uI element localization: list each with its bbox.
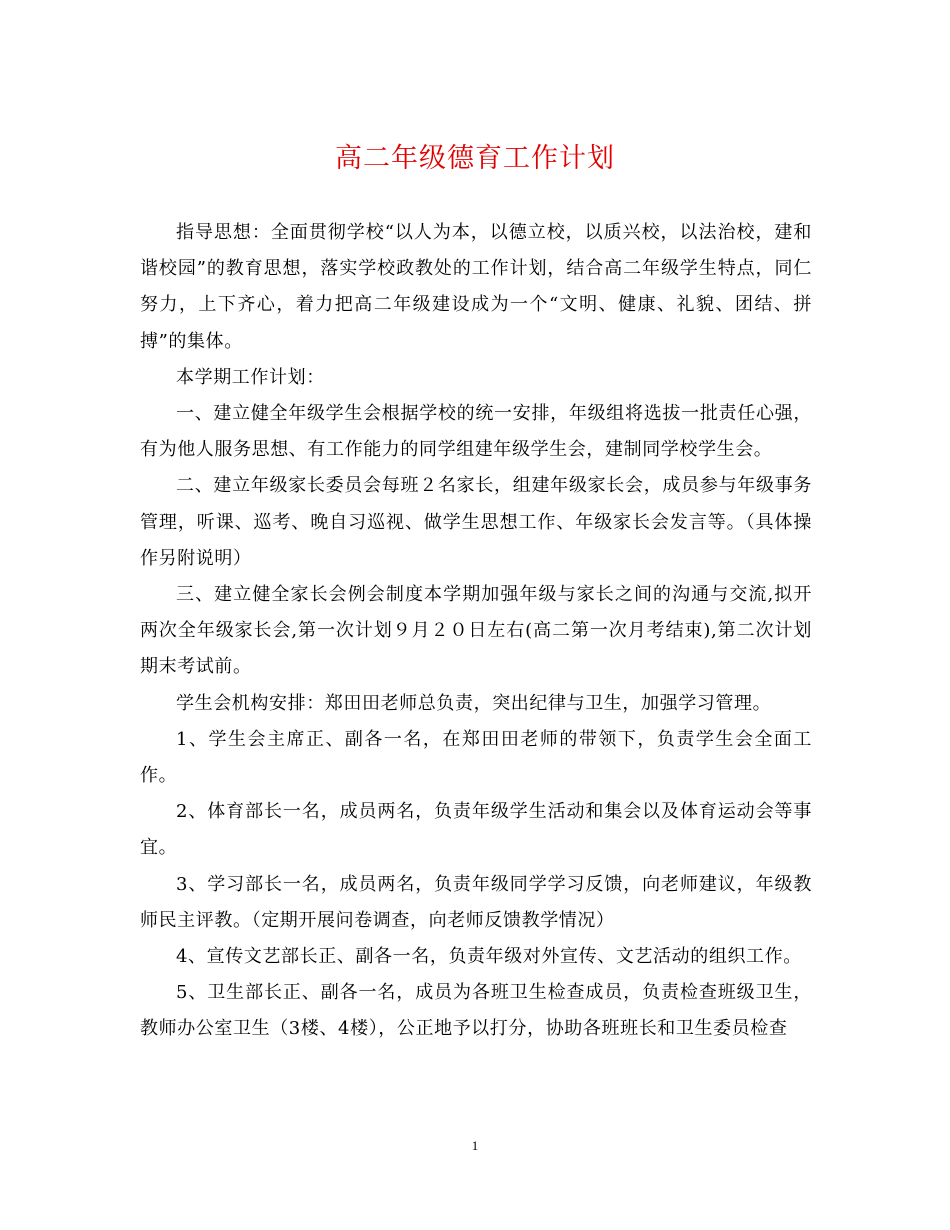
document-title: 高二年级德育工作计划 xyxy=(335,143,615,174)
paragraph-plan-item-1: 一、建立健全年级学生会根据学校的统一安排，年级组将选拔一批责任心强，有为他人服务思想、有工作能力的同学组建年级学生会，建制同学校学生会。 xyxy=(140,403,812,461)
paragraph-union-item-2: 2、体育部长一名，成员两名，负责年级学生活动和集会以及体育运动会等事宜。 xyxy=(140,801,812,859)
paragraph-semester-plan-heading: 本学期工作计划： xyxy=(176,366,325,388)
paragraph-union-item-1: 1、学生会主席正、副各一名，在郑田田老师的带领下，负责学生会全面工作。 xyxy=(140,728,812,787)
paragraph-plan-item-3: 三、建立健全家长会例会制度本学期加强年级与家长之间的沟通与交流,拟开两次全年级家长会,第一次计划９月２０日左右(高二第一次月考结束),第二次计划期末考试前。 xyxy=(140,584,812,678)
page-number: 1 xyxy=(471,1138,479,1153)
paragraph-plan-item-2: 二、建立年级家长委员会每班２名家长，组建年级家长会，成员参与年级事务管理，听课、巡考、晚自习巡视、做学生思想工作、年级家长会发言等。（具体操作另附说明） xyxy=(140,475,812,569)
paragraph-union-item-4: 4、宣传文艺部长正、副各一名，负责年级对外宣传、文艺活动的组织工作。 xyxy=(176,946,802,968)
paragraph-guiding-ideology: 指导思想：全面贯彻学校“以人为本，以德立校，以质兴校，以法治校，建和谐校园”的教育思想，落实学校政教处的工作计划，结合高二年级学生特点，同仁努力，上下齐心，着力把高二年级建设成为一个“文明、健康、礼貌、团结、拼搏”的集体。 xyxy=(140,222,812,352)
paragraph-union-item-3: 3、学习部长一名，成员两名，负责年级同学学习反馈，向老师建议，年级教师民主评教。（定期开展问卷调查，向老师反馈教学情况） xyxy=(140,873,812,931)
paragraph-student-union-arrangement: 学生会机构安排：郑田田老师总负责，突出纪律与卫生，加强学习管理。 xyxy=(176,692,772,714)
paragraph-union-item-5: 5、卫生部长正、副各一名，成员为各班卫生检查成员，负责检查班级卫生，教师办公室卫生（3楼、4楼），公正地予以打分，协助各班班长和卫生委员检查 xyxy=(140,982,812,1040)
document-body xyxy=(140,215,812,1048)
